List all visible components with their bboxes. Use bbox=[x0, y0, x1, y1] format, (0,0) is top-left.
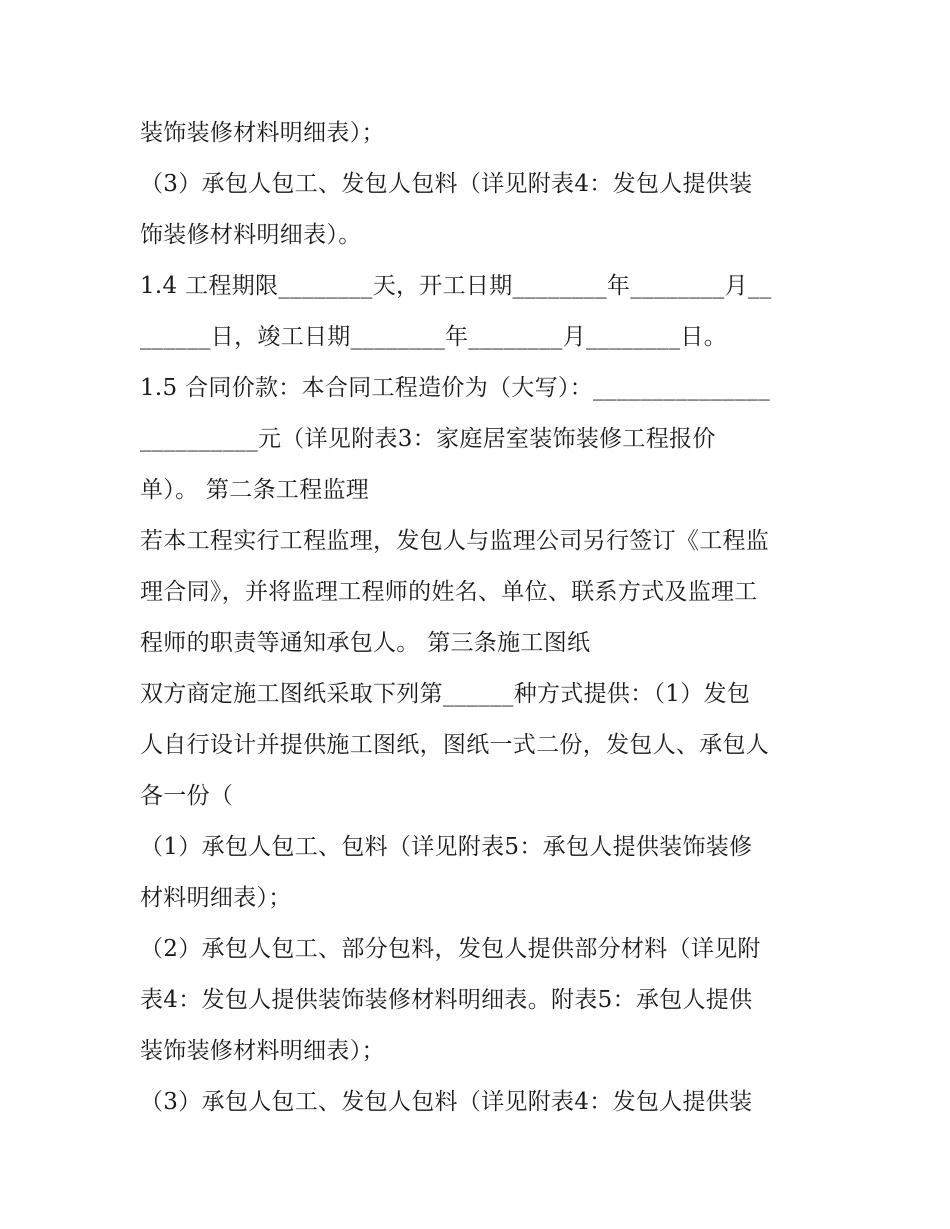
text-line: （3）承包人包工、发包人包料（详见附表4：发包人提供装 bbox=[140, 1089, 753, 1115]
text-line: 饰装修材料明细表）。 bbox=[140, 222, 362, 248]
text-line: （3）承包人包工、发包人包料（详见附表4：发包人提供装 bbox=[140, 171, 753, 197]
text-line: 理合同》，并将监理工程师的姓名、单位、联系方式及监理工 bbox=[140, 579, 758, 605]
text-line: 装饰装修材料明细表）； bbox=[140, 1038, 385, 1064]
text-line: 单）。 第二条工程监理 bbox=[140, 477, 370, 503]
text-line: 人自行设计并提供施工图纸，图纸一式二份，发包人、承包人 bbox=[140, 732, 770, 758]
text-line: 1.5 合同价款：本合同工程造价为（大写）：_______________ bbox=[140, 375, 770, 401]
text-line: 材料明细表）； bbox=[140, 885, 292, 911]
text-line: （1）承包人包工、包料（详见附表5：承包人提供装饰装修 bbox=[140, 834, 753, 860]
text-line: ______日，竣工日期________年________月________日。 bbox=[140, 324, 727, 350]
text-line: 装饰装修材料明细表）； bbox=[140, 120, 385, 146]
text-line: 各一份（ bbox=[140, 783, 234, 809]
text-line: 程师的职责等通知承包人。 第三条施工图纸 bbox=[140, 630, 591, 656]
text-line: __________元（详见附表3：家庭居室装饰装修工程报价 bbox=[140, 426, 716, 452]
text-line: 若本工程实行工程监理，发包人与监理公司另行签订《工程监 bbox=[140, 528, 770, 554]
text-line: 表4：发包人提供装饰装修材料明细表。附表5：承包人提供 bbox=[140, 987, 753, 1013]
text-line: 双方商定施工图纸采取下列第______种方式提供：（1）发包 bbox=[140, 681, 751, 707]
text-line: 1.4 工程期限________天，开工日期________年________月__ bbox=[140, 273, 772, 299]
text-line: （2）承包人包工、部分包料，发包人提供部分材料（详见附 bbox=[140, 936, 761, 962]
document-body bbox=[140, 108, 820, 1128]
